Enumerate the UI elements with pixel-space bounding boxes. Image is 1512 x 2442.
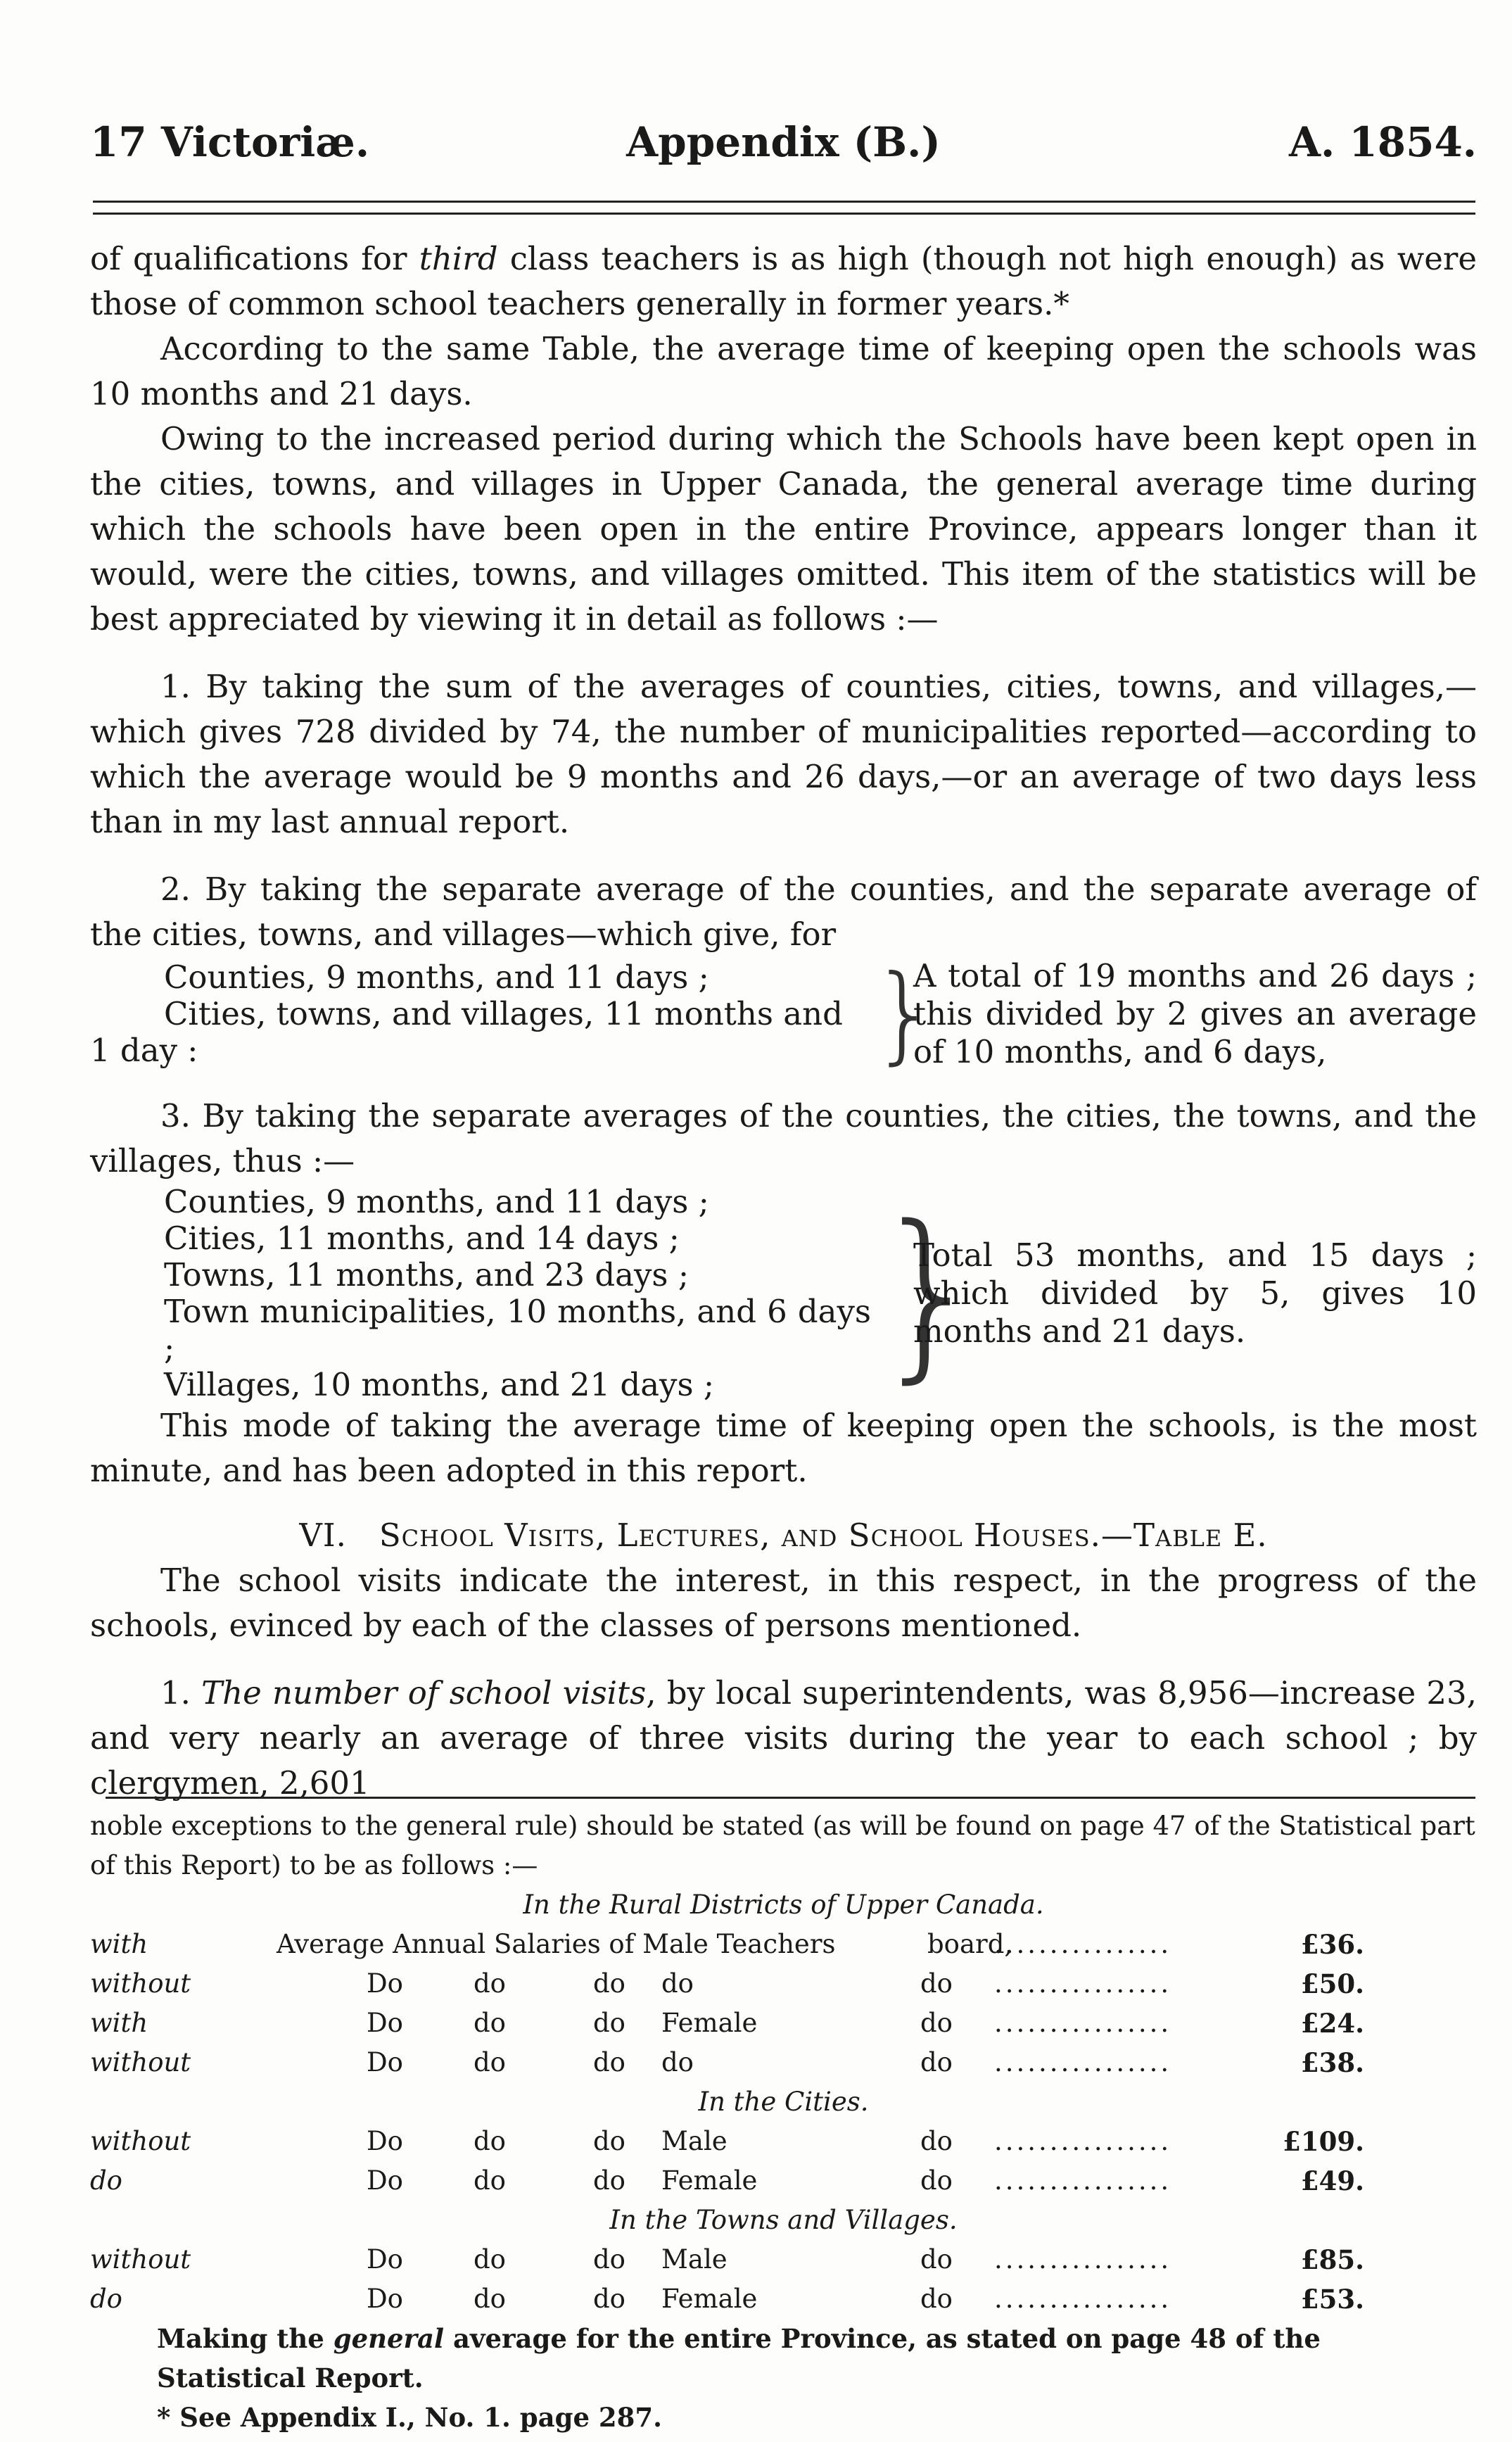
salary-cell: do: [90, 2284, 122, 2314]
brace-item: Counties, 9 months, and 11 days ;: [164, 1183, 709, 1220]
salary-row: [90, 2279, 1477, 2319]
salary-row: [90, 2004, 1477, 2043]
salary-cell: do: [474, 2126, 506, 2156]
salary-cell: do: [593, 2008, 625, 2038]
page-header: [90, 118, 1477, 175]
brace-item: 1 day :: [90, 1032, 198, 1069]
salary-cell: do: [920, 2008, 953, 2038]
paragraph: According to the same Table, the average time of keeping open the schools was 10 months and 21 days.: [90, 330, 1477, 412]
salary-cell: Male: [661, 2126, 728, 2156]
salary-cell: do: [920, 2284, 953, 2314]
salary-cell: Female: [661, 2284, 758, 2314]
main-text: [90, 236, 1477, 1806]
brace-block-1: [90, 953, 1477, 1075]
brace-item: Cities, 11 months, and 14 days ;: [164, 1220, 680, 1257]
footnote-intro: noble exceptions to the general rule) should be stated (as will be found on page 47 of the Statistical part of this Report) to be as follows :—: [90, 1811, 1475, 1880]
footnote-closing: Making the general average for the entire Province, as stated on page 48 of the Statistical Report.: [157, 2323, 1321, 2393]
paragraph: 3. By taking the separate averages of the counties, the cities, the towns, and the villages, thus :—: [90, 1097, 1477, 1179]
paragraph: 2. By taking the separate average of the counties, and the separate average of the cities, towns, and villages—which give, for: [90, 871, 1477, 953]
leader-dots: ................: [994, 2047, 1172, 2077]
header-right: A. 1854.: [1288, 118, 1477, 166]
footnote-subheading: In the Towns and Villages.: [609, 2205, 958, 2235]
salary-cell: do: [593, 2047, 625, 2077]
paragraph: of qualifications for third class teachers is as high (though not high enough) as were those of common school teachers generally in former years.*: [90, 240, 1477, 322]
footnote: [90, 1807, 1477, 2437]
salary-cell: do: [474, 2284, 506, 2314]
salary-cell: do: [474, 2008, 506, 2038]
salary-cell: without: [90, 1968, 191, 1999]
brace-block-2: [90, 1184, 1477, 1403]
salary-cell: do: [920, 2165, 953, 2196]
leader-dots: ................: [994, 2126, 1172, 2156]
paragraph: The school visits indicate the interest, in this respect, in the progress of the schools, evinced by each of the classes of persons mentioned.: [90, 1562, 1477, 1644]
paragraph: 1. By taking the sum of the averages of counties, cities, towns, and villages,—which gives 728 divided by 74, the number of municipalities reported—according to which the average would be 9 months and 26 days,—or an average of two days less than in my last annual report.: [90, 668, 1477, 840]
salary-cell: do: [593, 1968, 625, 1999]
salary-row: [90, 1964, 1477, 2004]
salary-cell: Do: [367, 2284, 403, 2314]
header-center: Appendix (B.): [626, 118, 941, 166]
salary-amount: £53.: [1300, 2284, 1364, 2315]
salary-cell: without: [90, 2244, 191, 2275]
salary-cell: do: [920, 2244, 953, 2275]
salary-cell: with: [90, 2008, 148, 2038]
salary-cell: Do: [367, 2165, 403, 2196]
brace-item: Villages, 10 months, and 21 days ;: [164, 1366, 715, 1403]
salary-cell: do: [90, 2165, 122, 2196]
header-left: 17 Victoriæ.: [90, 118, 370, 166]
salary-amount: £38.: [1300, 2047, 1364, 2078]
header-double-rule: [93, 201, 1475, 215]
brace-result: Total 53 months, and 15 days ; which divided by 5, gives 10 months and 21 days.: [913, 1236, 1477, 1350]
salary-row: [90, 2043, 1477, 2082]
brace-item: Town municipalities, 10 months, and 6 days ;: [164, 1293, 871, 1367]
salary-amount: £24.: [1300, 2008, 1364, 2039]
leader-dots: ................: [994, 2008, 1172, 2038]
salary-amount: £49.: [1300, 2165, 1364, 2196]
salary-cell: do: [474, 1968, 506, 1999]
salary-cell: Male: [661, 2244, 728, 2275]
salary-cell: do: [593, 2165, 625, 2196]
brace-item: Towns, 11 months, and 23 days ;: [164, 1256, 689, 1293]
salary-cell: Do: [367, 2008, 403, 2038]
footnote-subheading: In the Rural Districts of Upper Canada.: [523, 1890, 1044, 1920]
salary-cell: do: [661, 2047, 694, 2077]
paragraph: Owing to the increased period during which the Schools have been kept open in the cities, towns, and villages in Upper Canada, the general average time during which the schools have been open in the entire Province, appears longer than it would, were the cities, towns, and villages omitted. This item of the statistics will be best appreciated by viewing it in detail as follows :—: [90, 420, 1477, 638]
salary-cell: do: [474, 2244, 506, 2275]
appendix-reference: * See Appendix I., No. 1. page 287.: [157, 2402, 662, 2433]
curly-brace-icon: }: [871, 1187, 988, 1400]
salary-row: [90, 2240, 1477, 2279]
salary-cell: with: [90, 1929, 148, 1959]
salary-cell: Female: [661, 2165, 758, 2196]
paragraph: 1. The number of school visits, by local superintendents, was 8,956—increase 23, and very nearly an average of three visits during the year to each school ; by clergymen, 2,601: [90, 1674, 1477, 1802]
leader-dots: ................: [994, 2244, 1172, 2275]
salary-cell: do: [920, 2047, 953, 2077]
salary-cell: Do: [367, 2126, 403, 2156]
curly-brace-icon: }: [871, 953, 939, 1075]
salary-cell: board,: [927, 1929, 1013, 1959]
salary-cell: do: [474, 2165, 506, 2196]
salary-row: [90, 1925, 1477, 1964]
salary-cell: Do: [367, 2244, 403, 2275]
footnote-subheading: In the Cities.: [698, 2087, 869, 2117]
salary-cell: do: [593, 2126, 625, 2156]
salary-cell: do: [593, 2284, 625, 2314]
leader-dots: ................: [994, 2165, 1172, 2196]
salary-amount: £109.: [1283, 2126, 1364, 2157]
leader-dots: ................: [994, 1929, 1172, 1959]
salary-row: [90, 2122, 1477, 2161]
salary-cell: Average Annual Salaries of Male Teachers: [277, 1929, 836, 1959]
salary-amount: £85.: [1300, 2244, 1364, 2275]
salary-cell: do: [920, 2126, 953, 2156]
salary-cell: do: [920, 1968, 953, 1999]
leader-dots: ................: [994, 1968, 1172, 1999]
salary-cell: Do: [367, 1968, 403, 1999]
footnote-rule: [106, 1797, 1475, 1799]
salary-amount: £36.: [1300, 1929, 1364, 1960]
salary-amount: £50.: [1300, 1968, 1364, 1999]
salary-cell: do: [474, 2047, 506, 2077]
salary-cell: Female: [661, 2008, 758, 2038]
salary-cell: do: [593, 2244, 625, 2275]
salary-row: [90, 2161, 1477, 2201]
salary-cell: without: [90, 2047, 191, 2077]
salary-cell: without: [90, 2126, 191, 2156]
salary-cell: do: [661, 1968, 694, 1999]
brace-item: Counties, 9 months, and 11 days ;: [164, 959, 709, 996]
leader-dots: ................: [994, 2284, 1172, 2314]
brace-item: Cities, towns, and villages, 11 months and: [164, 995, 843, 1032]
salary-cell: Do: [367, 2047, 403, 2077]
paragraph: This mode of taking the average time of keeping open the schools, is the most minute, and has been adopted in this report.: [90, 1407, 1477, 1489]
section-heading: VI. School Visits, Lectures, and School Houses.—Table E.: [299, 1517, 1268, 1554]
brace-result: A total of 19 months and 26 days ; this divided by 2 gives an average of 10 months, and 6 days,: [913, 957, 1477, 1070]
